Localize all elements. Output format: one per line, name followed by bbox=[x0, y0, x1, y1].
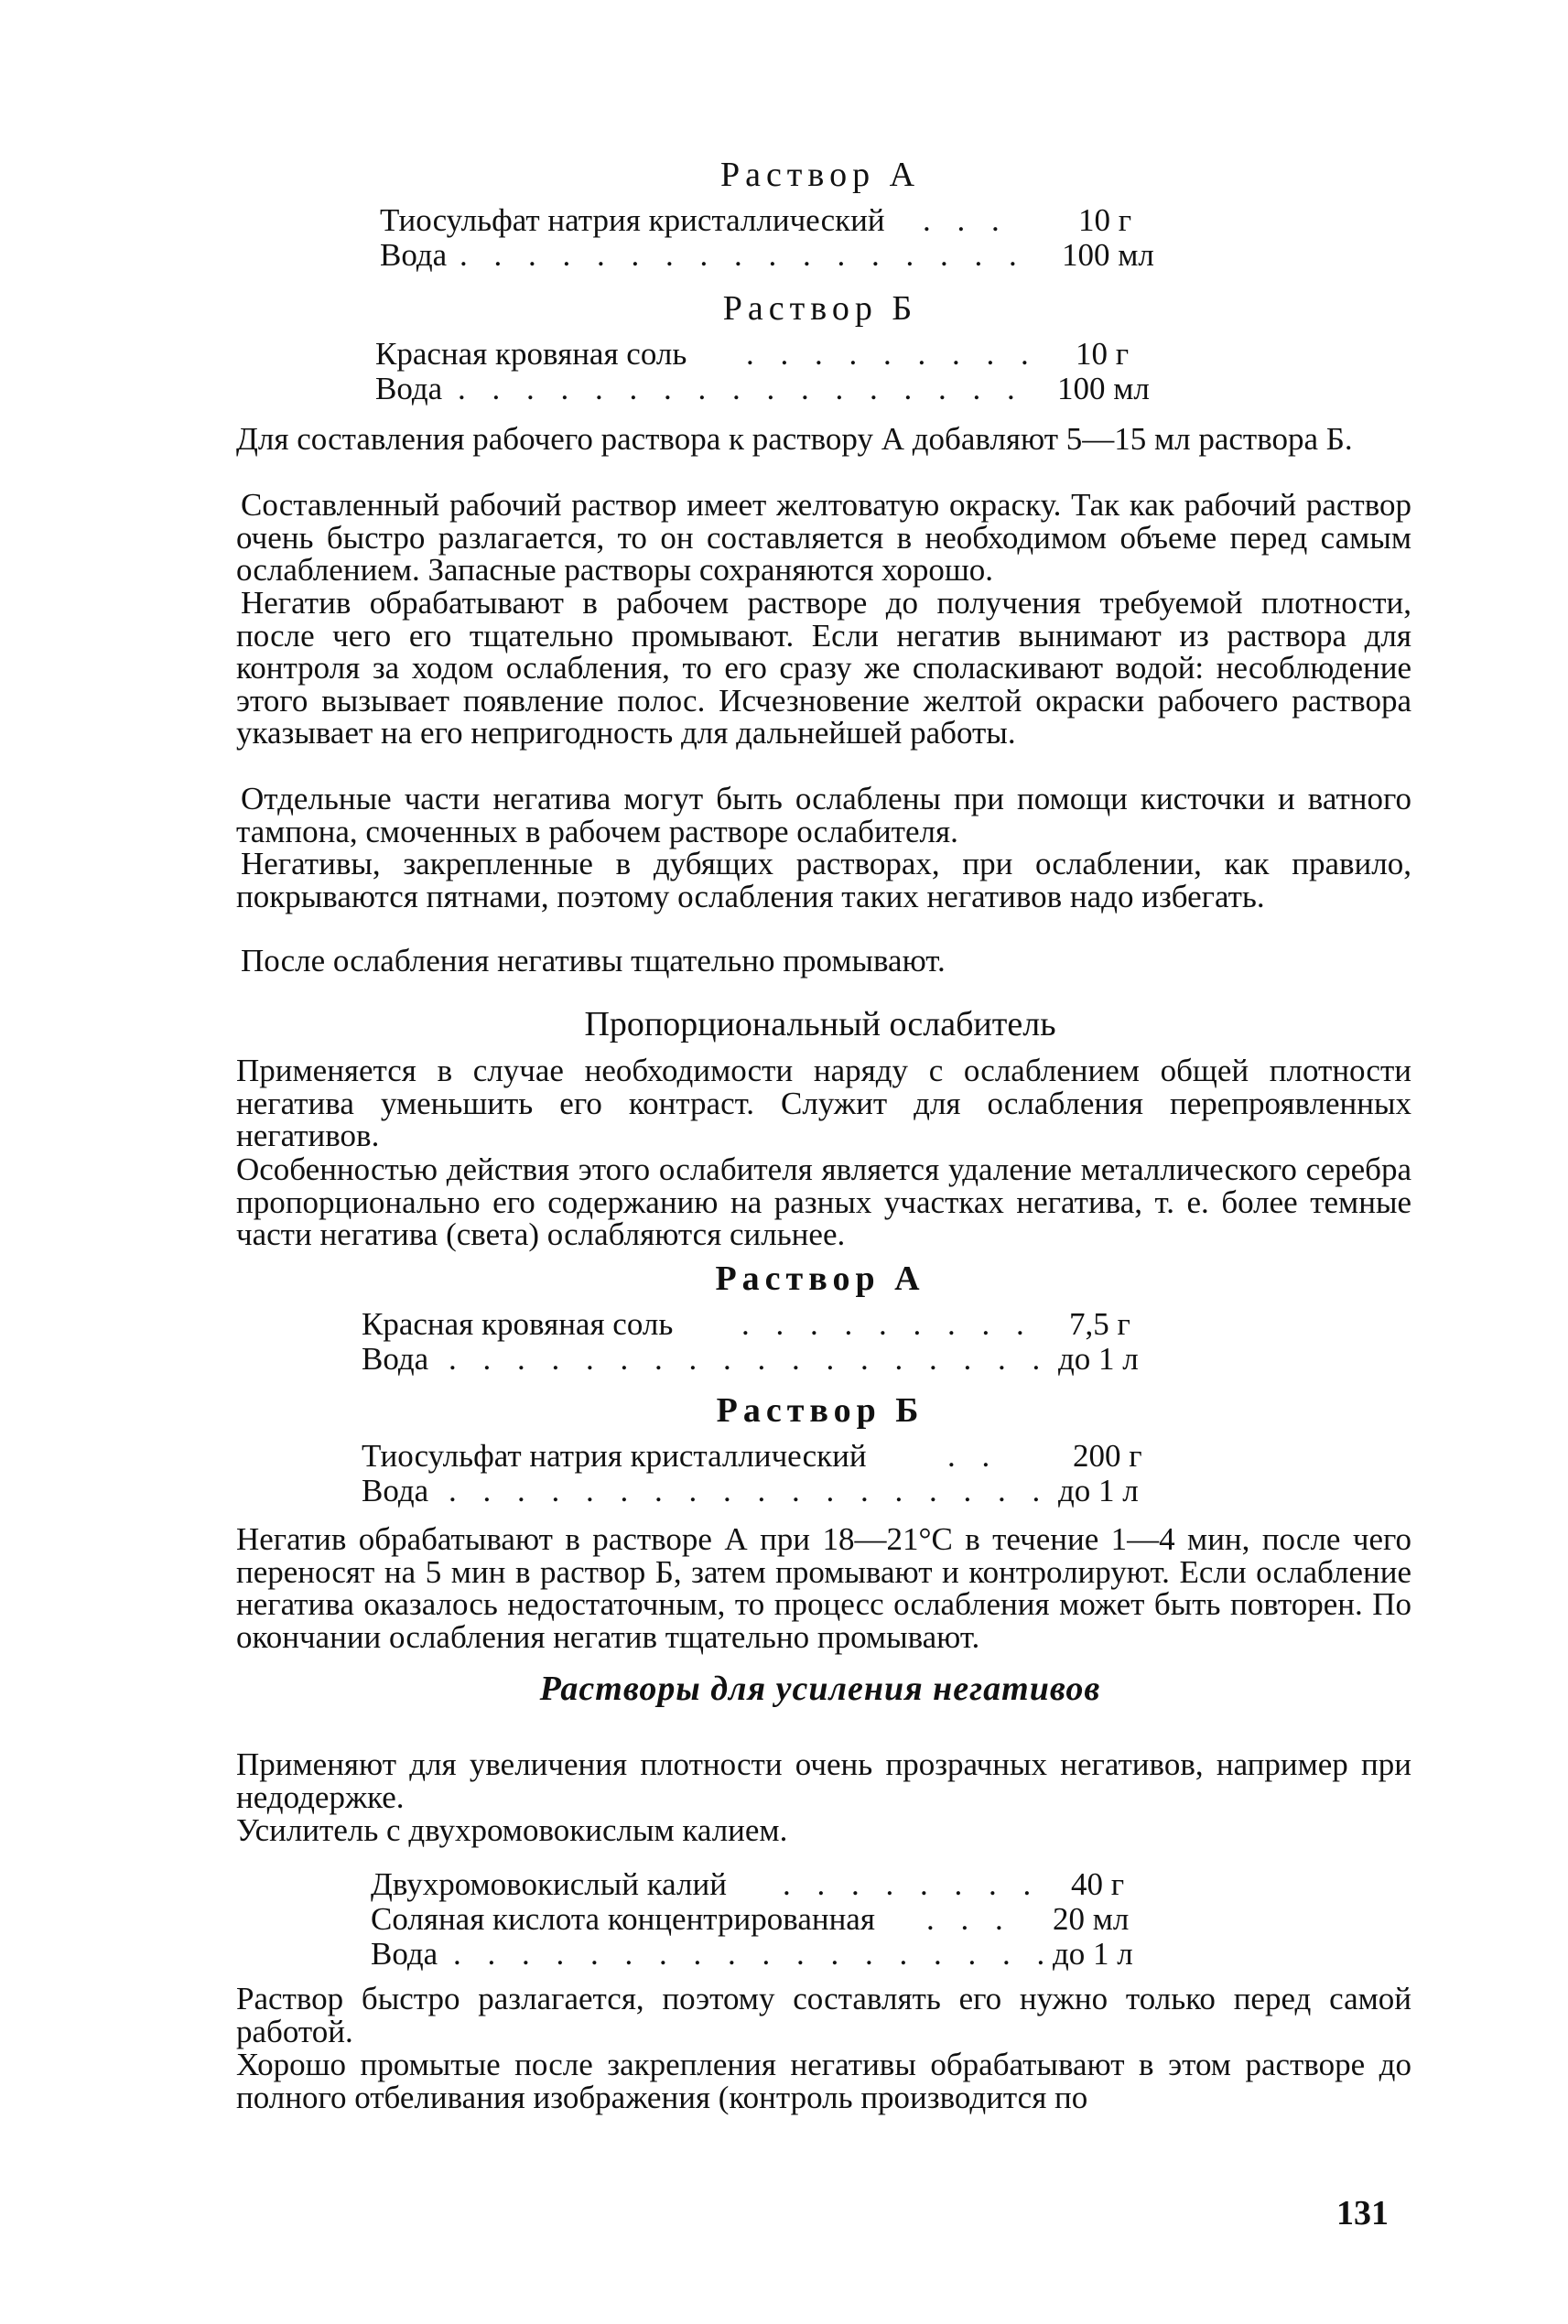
recipe-solution-a bbox=[229, 1307, 1411, 1377]
recipe-row bbox=[229, 1867, 1411, 1902]
leader-dots: . . . . . . . . . . . . . . . . . . bbox=[449, 1341, 1050, 1377]
leader-dots: . . . . . . . . . . . . . . . . . bbox=[460, 237, 1026, 273]
recipe-solution-b bbox=[229, 337, 1411, 406]
ingredient-amount: до 1 л bbox=[1058, 1341, 1139, 1377]
ingredient-amount: 10 г bbox=[1078, 202, 1132, 238]
recipe-solution-b bbox=[229, 1439, 1411, 1508]
paragraph: Усилитель с двухромовокислым калием. bbox=[236, 1812, 788, 1848]
paragraph: После ослабления негативы тщательно промывают. bbox=[241, 943, 946, 978]
recipe-row bbox=[229, 1474, 1411, 1508]
ingredient-name: Вода bbox=[380, 237, 448, 273]
recipe-row bbox=[229, 1342, 1411, 1377]
heading-solution-b: Раствор Б bbox=[722, 289, 918, 328]
paragraph: Составленный рабочий раствор имеет желтоватую окраску. Так как рабочий раствор очень быстро разлагается, то он составляется в необходимом объеме перед самым ослаблением. Запасные растворы сохраняются хорошо. bbox=[236, 487, 1411, 588]
ingredient-name: Красная кровяная соль bbox=[375, 336, 687, 372]
paragraph: Применяют для увеличения плотности очень прозрачных негативов, например при недодержке. bbox=[236, 1746, 1411, 1815]
recipe-row bbox=[229, 1937, 1411, 1972]
recipe-row bbox=[229, 1902, 1411, 1937]
ingredient-name: Вода bbox=[375, 371, 443, 406]
paragraph: Негатив обрабатывают в рабочем растворе до получения требуемой плотности, после чего его тщательно промывают. Если негатив вынимают из раствора для контроля за ходом ослабления, то его сразу же споласкивают водой: несоблюдение этого вызывает появление полос. Исчезновение желтой окраски рабочего раствора указывает на его непригодность для дальнейшей работы. bbox=[236, 585, 1411, 751]
recipe-solution-a bbox=[229, 203, 1411, 273]
leader-dots: . . . . . . . . . bbox=[746, 336, 1038, 372]
leader-dots: . . . bbox=[926, 1901, 1012, 1937]
paragraph: Раствор быстро разлагается, поэтому составлять его нужно только перед самой работой. bbox=[236, 1981, 1411, 2049]
paragraph: Особенностью действия этого ослабителя является удаление металлического серебра пропорционально его содержанию на разных участках негатива, т. е. более темные части негатива (света) ослабляются сильнее. bbox=[236, 1151, 1411, 1252]
ingredient-name: Двухромовокислый калий bbox=[371, 1866, 727, 1902]
recipe-row bbox=[229, 337, 1411, 372]
leader-dots: . . bbox=[947, 1438, 1000, 1474]
paragraph: Хорошо промытые после закрепления негативы обрабатывают в этом растворе до полного отбеливания изображения (контроль производится по bbox=[236, 2047, 1411, 2115]
heading-solution-a: Раствор А bbox=[715, 1259, 925, 1298]
heading-solution-a: Раствор А bbox=[719, 156, 921, 194]
ingredient-name: Соляная кислота концентрированная bbox=[371, 1901, 875, 1937]
section-title: Пропорциональный ослабитель bbox=[584, 1005, 1056, 1043]
leader-dots: . . . bbox=[923, 202, 1009, 238]
paragraph: Для составления рабочего раствора к раствору А добавляют 5—15 мл раствора Б. bbox=[236, 421, 1353, 457]
ingredient-name: Вода bbox=[362, 1341, 429, 1377]
ingredient-amount: 40 г bbox=[1071, 1866, 1125, 1902]
recipe-row bbox=[229, 238, 1411, 273]
recipe-row bbox=[229, 203, 1411, 238]
recipe-row bbox=[229, 372, 1411, 406]
heading-solution-b: Раствор Б bbox=[716, 1391, 925, 1430]
paragraph: Отдельные части негатива могут быть ослаблены при помощи кисточки и ватного тампона, смоченных в рабочем растворе ослабителя. bbox=[236, 781, 1411, 849]
ingredient-name: Вода bbox=[371, 1936, 438, 1972]
leader-dots: . . . . . . . . bbox=[783, 1866, 1041, 1902]
paragraph: Негативы, закрепленные в дубящих растворах, при ослаблении, как правило, покрываются пятнами, поэтому ослабления таких негативов надо избегать. bbox=[236, 846, 1411, 914]
page-number: 131 bbox=[1336, 2194, 1389, 2232]
ingredient-amount: 200 г bbox=[1073, 1438, 1142, 1474]
leader-dots: . . . . . . . . . bbox=[741, 1306, 1033, 1342]
ingredient-name: Красная кровяная соль bbox=[362, 1306, 674, 1342]
ingredient-amount: 100 мл bbox=[1057, 371, 1150, 406]
recipe-amplifier bbox=[229, 1867, 1411, 1972]
section-title: Растворы для усиления негативов bbox=[539, 1670, 1101, 1708]
ingredient-amount: до 1 л bbox=[1058, 1473, 1139, 1508]
recipe-row bbox=[229, 1439, 1411, 1474]
leader-dots: . . . . . . . . . . . . . . . . . . bbox=[449, 1473, 1050, 1508]
leader-dots: . . . . . . . . . . . . . . . . . . bbox=[453, 1936, 1054, 1972]
ingredient-amount: 20 мл bbox=[1053, 1901, 1130, 1937]
ingredient-amount: 7,5 г bbox=[1069, 1306, 1130, 1342]
leader-dots: . . . . . . . . . . . . . . . . . bbox=[458, 371, 1024, 406]
ingredient-amount: до 1 л bbox=[1053, 1936, 1133, 1972]
recipe-row bbox=[229, 1307, 1411, 1342]
ingredient-amount: 10 г bbox=[1076, 336, 1130, 372]
ingredient-name: Тиосульфат натрия кристаллический bbox=[362, 1438, 867, 1474]
ingredient-name: Вода bbox=[362, 1473, 429, 1508]
ingredient-name: Тиосульфат натрия кристаллический bbox=[380, 202, 885, 238]
ingredient-amount: 100 мл bbox=[1062, 237, 1154, 273]
paragraph: Негатив обрабатывают в растворе А при 18—21°С в течение 1—4 мин, после чего переносят на 5 мин в раствор Б, затем промывают и контролируют. Если ослабление негатива оказалось недостаточным, то процесс ослабления может быть повторен. По окончании ослабления негатив тщательно промывают. bbox=[236, 1521, 1411, 1655]
paragraph: Применяется в случае необходимости наряду с ослаблением общей плотности негатива уменьшить его контраст. Служит для ослабления перепроявленных негативов. bbox=[236, 1053, 1411, 1153]
